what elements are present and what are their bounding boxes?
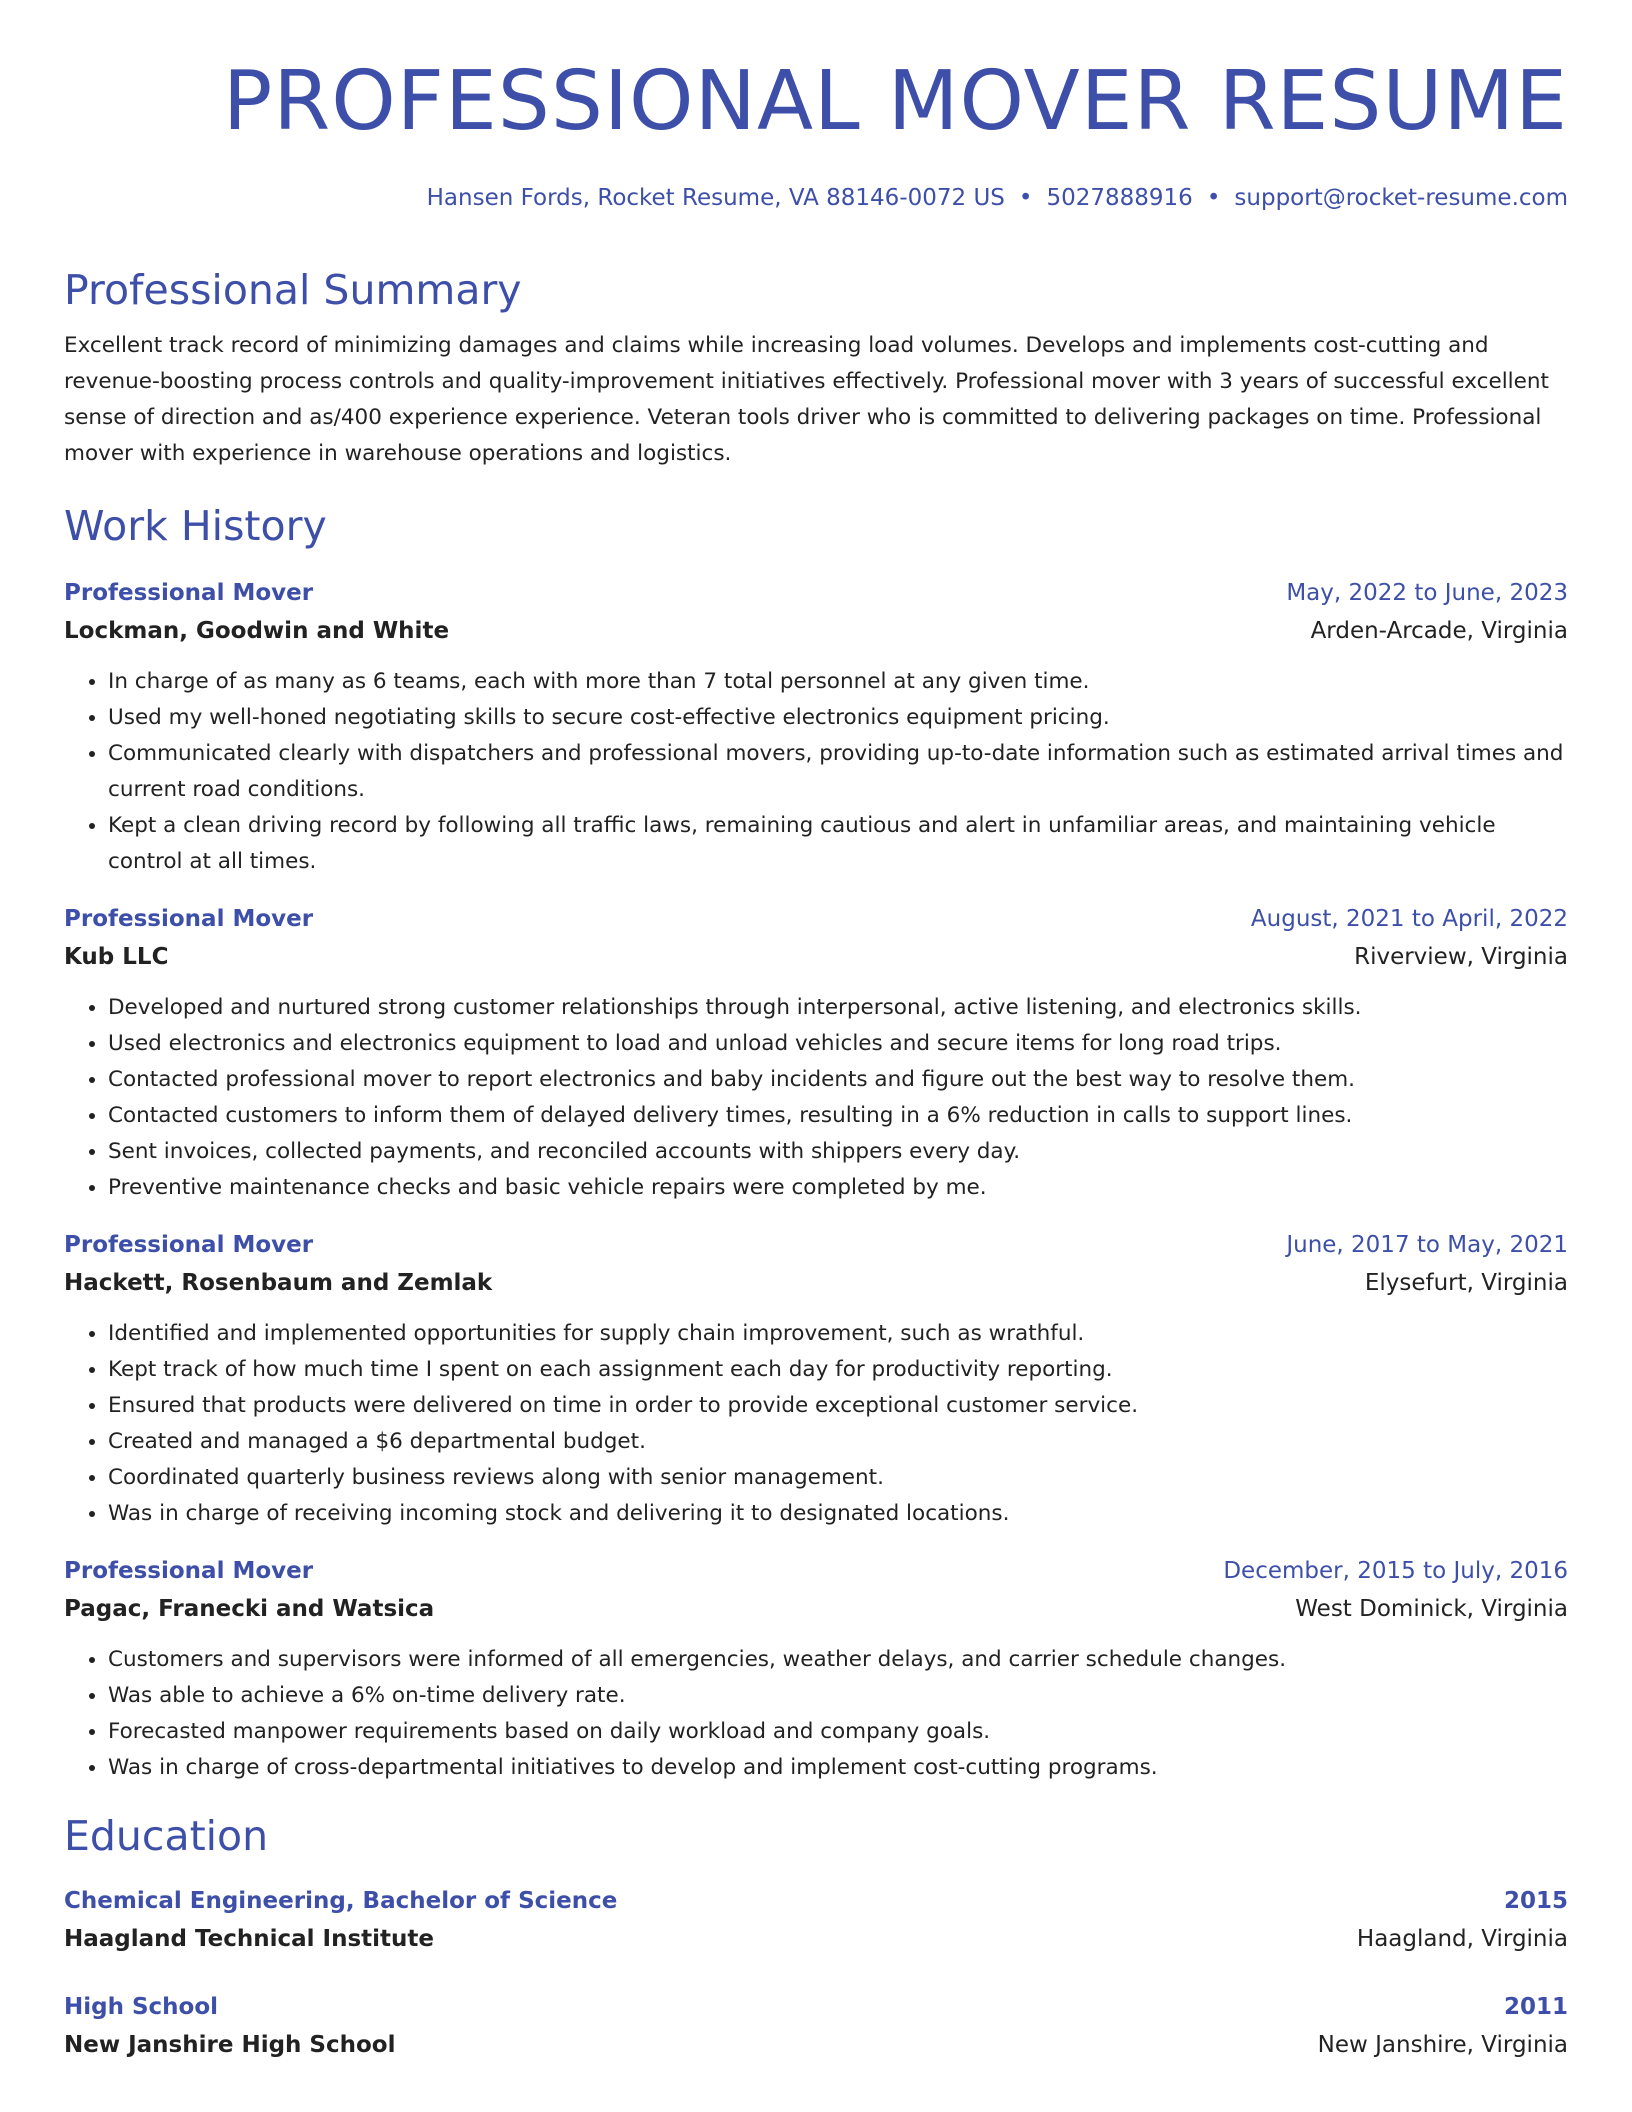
job-company: Pagac, Franecki and Watsica — [64, 1596, 435, 1622]
job-bullet: • Communicated clearly with dispatchers and professional movers, providing up-to-date information such as estimated arrival times and current road conditions. — [108, 736, 1568, 808]
job-bullet: • Was in charge of cross-departmental initiatives to develop and implement cost-cutting programs. — [108, 1750, 1568, 1786]
job-bullet: • Coordinated quarterly business reviews along with senior management. — [108, 1460, 1568, 1496]
education-year: 2011 — [1503, 1994, 1568, 2020]
job-location: Elysefurt, Virginia — [1364, 1270, 1568, 1296]
job-dates: June, 2017 to May, 2021 — [1286, 1232, 1568, 1258]
job-entry — [64, 1226, 1568, 1532]
job-location: Riverview, Virginia — [1354, 944, 1568, 970]
job-bullet: • Was in charge of receiving incoming stock and delivering it to designated locations. — [108, 1496, 1568, 1532]
education-location: Haagland, Virginia — [1356, 1926, 1568, 1952]
job-location: West Dominick, Virginia — [1295, 1596, 1568, 1622]
work-history-section — [64, 498, 1568, 1786]
contact-phone: 5027888916 — [1046, 185, 1193, 211]
job-bullet: • Kept track of how much time I spent on each assignment each day for productivity reporting. — [108, 1352, 1568, 1388]
job-bullets — [64, 1316, 1568, 1532]
resume-title: PROFESSIONAL MOVER RESUME — [222, 54, 1568, 149]
job-bullets — [64, 664, 1568, 880]
job-bullet: • Forecasted manpower requirements based on daily workload and company goals. — [108, 1714, 1568, 1750]
work-history-heading: Work History — [64, 502, 327, 550]
education-school: Haagland Technical Institute — [64, 1926, 435, 1952]
job-bullet: • Developed and nurtured strong customer relationships through interpersonal, active listening, and electronics skills. — [108, 990, 1568, 1026]
job-dates: May, 2022 to June, 2023 — [1286, 580, 1568, 606]
education-year: 2015 — [1503, 1888, 1568, 1914]
job-entry — [64, 1552, 1568, 1786]
job-bullet: • Created and managed a $6 departmental budget. — [108, 1424, 1568, 1460]
job-bullet: • Sent invoices, collected payments, and reconciled accounts with shippers every day. — [108, 1134, 1568, 1170]
job-bullet: • Contacted professional mover to report electronics and baby incidents and figure out the best way to resolve them. — [108, 1062, 1568, 1098]
contact-email[interactable]: support@rocket-resume.com — [1234, 185, 1568, 211]
job-bullet: • In charge of as many as 6 teams, each with more than 7 total personnel at any given time. — [108, 664, 1568, 700]
job-company: Hackett, Rosenbaum and Zemlak — [64, 1270, 493, 1296]
job-bullet: • Ensured that products were delivered on time in order to provide exceptional customer service. — [108, 1388, 1568, 1424]
job-title: Professional Mover — [64, 580, 314, 606]
job-company: Lockman, Goodwin and White — [64, 618, 450, 644]
education-heading: Education — [64, 1812, 269, 1860]
education-section — [64, 1808, 1568, 2064]
summary-text: Excellent track record of minimizing damages and claims while increasing load volumes. Develops and implements cost-cutting and revenue-boosting process controls and quality-improvement initiatives effectively. Professional mover with 3 years of successful excellent sense of direction and as/400 experience experience. Veteran tools driver who is committed to delivering packages on time. Professional mover with experience in warehouse operations and logistics. — [64, 333, 1549, 466]
education-location: New Janshire, Virginia — [1317, 2032, 1568, 2058]
summary-section — [64, 262, 1568, 472]
job-bullet: • Contacted customers to inform them of delayed delivery times, resulting in a 6% reduction in calls to support lines. — [108, 1098, 1568, 1134]
summary-heading: Professional Summary — [64, 266, 522, 314]
job-bullet: • Identified and implemented opportunities for supply chain improvement, such as wrathful. — [108, 1316, 1568, 1352]
job-dates: August, 2021 to April, 2022 — [1250, 906, 1568, 932]
job-bullet: • Used electronics and electronics equipment to load and unload vehicles and secure items for long road trips. — [108, 1026, 1568, 1062]
education-degree: Chemical Engineering, Bachelor of Science — [64, 1888, 618, 1914]
job-company: Kub LLC — [64, 944, 169, 970]
education-entry — [64, 1988, 1568, 2064]
job-bullet: • Preventive maintenance checks and basic vehicle repairs were completed by me. — [108, 1170, 1568, 1206]
resume-body — [64, 262, 1568, 2064]
education-entry — [64, 1882, 1568, 1958]
job-dates: December, 2015 to July, 2016 — [1223, 1558, 1568, 1584]
job-title: Professional Mover — [64, 1558, 314, 1584]
job-title: Professional Mover — [64, 906, 314, 932]
job-bullet: • Kept a clean driving record by following all traffic laws, remaining cautious and alert in unfamiliar areas, and maintaining vehicle control at all times. — [108, 808, 1568, 880]
education-school: New Janshire High School — [64, 2032, 396, 2058]
job-entry — [64, 900, 1568, 1206]
job-entry — [64, 574, 1568, 880]
contact-line — [427, 180, 1568, 216]
job-bullet: • Used my well-honed negotiating skills to secure cost-effective electronics equipment pricing. — [108, 700, 1568, 736]
job-bullets — [64, 990, 1568, 1206]
job-title: Professional Mover — [64, 1232, 314, 1258]
contact-address: Hansen Fords, Rocket Resume, VA 88146-0072 US — [426, 185, 1005, 211]
job-bullets — [64, 1642, 1568, 1786]
job-bullet: • Was able to achieve a 6% on-time delivery rate. — [108, 1678, 1568, 1714]
contact-separator: • — [1206, 185, 1221, 211]
contact-separator: • — [1018, 185, 1033, 211]
job-location: Arden-Arcade, Virginia — [1310, 618, 1568, 644]
education-degree: High School — [64, 1994, 219, 2020]
job-bullet: • Customers and supervisors were informed of all emergencies, weather delays, and carrier schedule changes. — [108, 1642, 1568, 1678]
